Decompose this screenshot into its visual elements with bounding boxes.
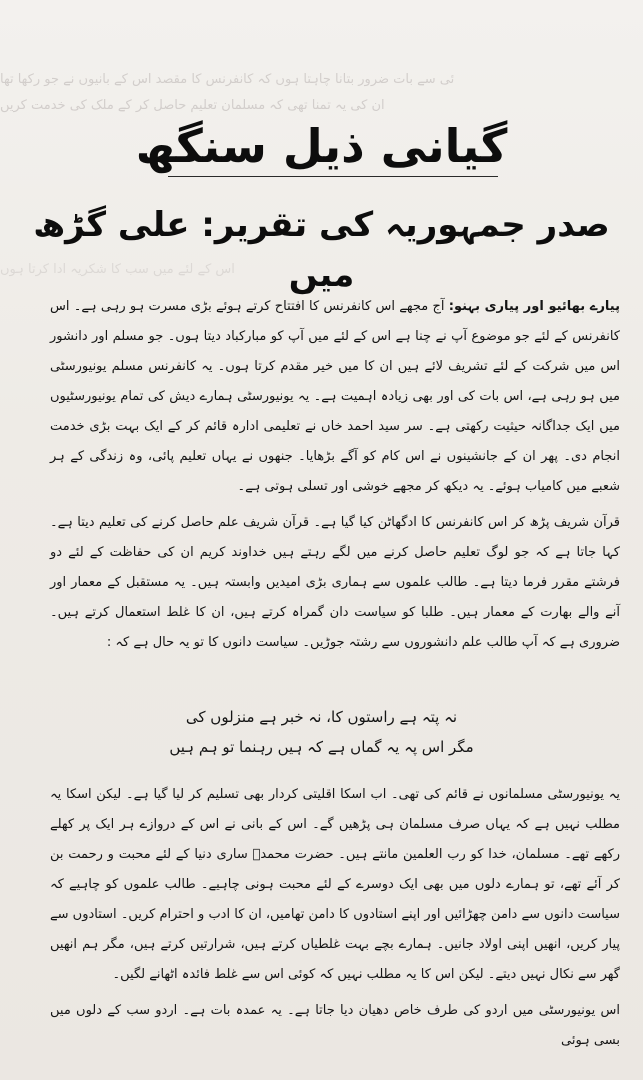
paragraph-1 (50, 292, 620, 502)
verse-line-2: مگر اس پہ یہ گماں ہے کہ ہیں رہنما تو ہم ہیں (169, 738, 474, 756)
paragraph-4: اس یونیورسٹی میں اردو کی طرف خاص دھیان دیا جاتا ہے۔ یہ عمدہ بات ہے۔ اردو سب کے دلوں میں بسی ہوئی (50, 1003, 620, 1048)
page-title: گیانی ذیل سنگھ (135, 119, 508, 173)
speech-body (50, 292, 620, 658)
paragraph-2: قرآن شریف پڑھ کر اس کانفرنس کا ادگھاٹن کیا گیا ہے۔ قرآن شریف علم حاصل کرنے کی تعلیم دیتا ہے۔ کہا جاتا ہے کہ جو لوگ تعلیم حاصل کرنے میں لگے رہتے ہیں خداوند کریم ان کی حفاظت کے لئے دو فرشتے مقرر فرما دیتا ہے۔ طالب علموں سے ہماری بڑی امیدیں وابستہ ہیں۔ یہ مستقبل کے معمار اور آنے والے بھارت کے معمار ہیں۔ طلبا کو سیاست دان گمراہ کرتے ہیں، ان کا غلط استعمال کرتے ہیں۔ ضروری ہے کہ آپ طالب علم دانشوروں سے رشتہ جوڑیں۔ سیاست دانوں کا تو یہ حال ہے کہ : (50, 515, 620, 650)
title-underline (168, 176, 498, 177)
paragraph-3: یہ یونیورسٹی مسلمانوں نے قائم کی تھی۔ اب اسکا اقلیتی کردار بھی تسلیم کر لیا گیا ہے۔ لیکن اسکا یہ مطلب نہیں ہے کہ یہاں صرف مسلمان ہی پڑھیں گے۔ اس کے بانی نے اس کے دروازے ہر ایک پر کھلے رکھے تھے۔ مسلمان، خدا کو رب العلمین مانتے ہیں۔ حضرت محمدؐ ساری دنیا کے لئے محبت و رحمت بن کر آئے تھے، تو ہمارے دلوں میں بھی ایک دوسرے کے لئے محبت ہونی چاہیے۔ طالب علموں کو چاہیے کہ سیاست دانوں سے دامن چھڑائیں اور اپنے استادوں کا دامن تھامیں، ان کا ادب و احترام کریں۔ استادوں سے پیار کریں، انھیں اپنی اولاد جانیں۔ ہمارے بچے بہت غلطیاں کرتے ہیں، شرارتیں کرتے ہیں، مگر ہم انھیں گھر سے نکال نہیں دیتے۔ لیکن اس کا یہ مطلب نہیں کہ کوئی اس سے غلط فائدہ اٹھانے لگیں۔ (50, 787, 620, 982)
greeting: پیارے بھائیو اور پیاری بہنو: (448, 299, 620, 314)
verse-couplet (0, 702, 643, 762)
bleed-through-text-2: ان کی یہ تمنا تھی کہ مسلمان تعلیم حاصل کر کے ملک کی خدمت کریں (0, 98, 385, 113)
bleed-through-text-1: ئی سے بات ضرور بتانا چاہتا ہوں کہ کانفرنس کا مقصد اس کے بانیوں نے جو رکھا تھا (0, 72, 455, 87)
speech-body-continued (50, 780, 620, 1056)
verse-line-1: نہ پتہ ہے راستوں کا، نہ خبر ہے منزلوں کی (185, 708, 458, 726)
page-subtitle: صدر جمہوریہ کی تقریر: علی گڑھ میں (33, 205, 610, 295)
paragraph-1-text: آج مجھے اس کانفرنس کا افتتاح کرتے ہوئے بڑی مسرت ہو رہی ہے۔ اس کانفرنس کے لئے جو موضوع آپ نے چنا ہے اس کے لئے میں آپ کو مبارکباد دیتا ہوں۔ جو مسلم اور دانشور اس میں شرکت کے لئے تشریف لائے ہیں ان کا میں خیر مقدم کرتا ہوں۔ یہ کانفرنس مسلم یونیورسٹی میں ہو رہی ہے، اس بات کی اور بھی زیادہ اہمیت ہے۔ یہ یونیورسٹی ہمارے دیش کی تمام یونیورسٹیوں میں ایک جداگانہ حیثیت رکھتی ہے۔ سر سید احمد خاں نے تعلیمی ادارہ قائم کر کے ایک بہت بڑی خدمت انجام دی۔ پھر ان کے جانشینوں نے اس کام کو آگے بڑھایا۔ جنھوں نے یہاں تعلیم پائی، وہ زندگی کے ہر شعبے میں کامیاب ہوئے۔ یہ دیکھ کر مجھے خوشی اور تسلی ہوتی ہے۔ (50, 299, 620, 494)
bleed-through-text-3: اس کے لئے میں سب کا شکریہ ادا کرتا ہوں (0, 262, 235, 277)
